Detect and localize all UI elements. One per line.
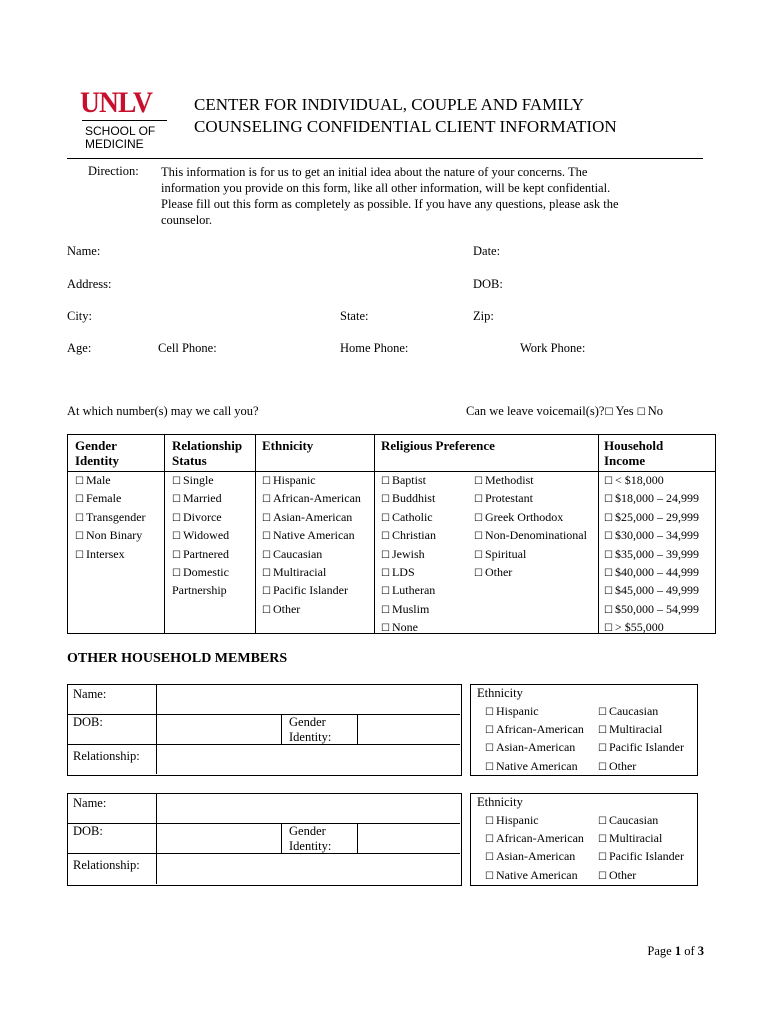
relationship-option-continued: Partnership <box>172 583 227 598</box>
religion-option[interactable]: ☐ None <box>381 619 436 637</box>
member2-relationship-input[interactable] <box>157 854 460 884</box>
income-option[interactable]: ☐ $45,000 – 49,999 <box>604 582 699 600</box>
gender-label-line1: Gender <box>289 715 326 729</box>
member1-relationship-label: Relationship: <box>73 749 140 763</box>
relationship-option[interactable]: ☐ Partnered <box>172 546 229 564</box>
logo-subtitle <box>85 125 175 151</box>
religion-option[interactable]: ☐ Greek Orthodox <box>474 509 587 527</box>
ethnicity-option[interactable]: ☐ Hispanic <box>262 472 361 490</box>
title-line1: CENTER FOR INDIVIDUAL, COUPLE AND FAMILY <box>194 95 584 114</box>
ethnicity-option[interactable]: ☐ Multiracial <box>262 564 361 582</box>
member2-ethnicity-col2 <box>598 812 684 885</box>
member1-ethnicity-option[interactable]: ☐ Hispanic <box>485 703 584 721</box>
no-checkbox[interactable] <box>637 404 648 418</box>
religion-option[interactable]: ☐ Protestant <box>474 490 587 508</box>
gender-header-line2: Identity <box>75 453 120 468</box>
direction-line: counselor. <box>161 213 213 227</box>
member2-gender-label <box>289 824 331 854</box>
member1-ethnicity-option[interactable]: ☐ Pacific Islander <box>598 739 684 757</box>
income-options <box>604 472 699 638</box>
column-divider <box>164 435 165 633</box>
member2-dob-input[interactable] <box>157 824 282 854</box>
relationship-options <box>172 472 229 599</box>
direction-line: This information is for us to get an initial idea about the nature of your concerns. The <box>161 165 588 179</box>
religion-header-line1: Religious Preference <box>381 438 495 453</box>
ethnicity-option[interactable]: ☐ Pacific Islander <box>262 582 361 600</box>
yes-checkbox[interactable] <box>604 404 615 418</box>
income-header-line1: Household <box>604 438 664 453</box>
religion-option[interactable]: ☐ Baptist <box>381 472 436 490</box>
call-number-question: At which number(s) may we call you? <box>67 404 259 418</box>
member1-ethnicity-option[interactable]: ☐ Multiracial <box>598 721 684 739</box>
member1-dob-label: DOB: <box>73 715 103 729</box>
voicemail-text: Can we leave voicemail(s)? <box>466 404 605 418</box>
logo-sub-line1: SCHOOL OF <box>85 124 156 138</box>
page-prefix: Page <box>647 944 675 958</box>
gender-option[interactable]: ☐ Female <box>75 490 146 508</box>
religion-option[interactable]: ☐ Jewish <box>381 546 436 564</box>
direction-label: Direction: <box>88 164 139 178</box>
religion-option[interactable]: ☐ Buddhist <box>381 490 436 508</box>
religion-option[interactable]: ☐ Muslim <box>381 601 436 619</box>
member1-ethnicity-option[interactable]: ☐ Other <box>598 758 684 776</box>
date-label: Date: <box>473 244 501 258</box>
member1-gender-input[interactable] <box>358 715 460 745</box>
gender-options <box>75 472 146 564</box>
religion-option[interactable]: ☐ Methodist <box>474 472 587 490</box>
member2-ethnicity-option[interactable]: ☐ Asian-American <box>485 848 584 866</box>
no-label: No <box>647 404 664 418</box>
direction-text <box>161 164 701 228</box>
gender-option[interactable]: ☐ Male <box>75 472 146 490</box>
religion-option[interactable]: ☐ Other <box>474 564 587 582</box>
religion-option[interactable]: ☐ Catholic <box>381 509 436 527</box>
direction-line: Please fill out this form as completely as possible. If you have any questions, please ask the <box>161 197 619 211</box>
member2-ethnicity-box <box>470 793 698 886</box>
column-divider <box>255 435 256 633</box>
income-option[interactable]: ☐ $18,000 – 24,999 <box>604 490 699 508</box>
member1-ethnicity-option[interactable]: ☐ Asian-American <box>485 739 584 757</box>
member1-name-label: Name: <box>73 687 107 701</box>
income-option[interactable]: ☐ $35,000 – 39,999 <box>604 546 699 564</box>
relationship-option[interactable]: ☐ Married <box>172 490 229 508</box>
gender-header-line1: Gender <box>75 438 117 453</box>
member1-dob-label-cell <box>68 715 157 745</box>
address-label: Address: <box>67 277 112 291</box>
religion-option[interactable]: ☐ Lutheran <box>381 582 436 600</box>
ethnicity-option[interactable]: ☐ Native American <box>262 527 361 545</box>
member1-relationship-input[interactable] <box>157 745 460 774</box>
relationship-header <box>172 438 242 468</box>
logo-sub-line2: MEDICINE <box>85 137 144 151</box>
ethnicity-option[interactable]: ☐ Asian-American <box>262 509 361 527</box>
member2-ethnicity-option[interactable]: ☐ Hispanic <box>485 812 584 830</box>
voicemail-question <box>466 404 663 419</box>
member2-ethnicity-option[interactable]: ☐ Pacific Islander <box>598 848 684 866</box>
member1-ethnicity-title: Ethnicity <box>477 686 523 700</box>
direction-line: information you provide on this form, like all other information, will be kept confidential. <box>161 181 611 195</box>
member2-dob-label: DOB: <box>73 824 103 838</box>
member2-ethnicity-option[interactable]: ☐ Caucasian <box>598 812 684 830</box>
page-current: 1 <box>674 944 682 958</box>
column-divider <box>598 435 599 633</box>
member1-gender-label-cell <box>282 715 358 745</box>
member2-ethnicity-option[interactable]: ☐ Native American <box>485 867 584 885</box>
member2-gender-label-cell <box>282 824 358 854</box>
member2-info-box <box>67 793 462 886</box>
member2-ethnicity-option[interactable]: ☐ Other <box>598 867 684 885</box>
demographics-table <box>67 434 716 634</box>
member1-ethnicity-col2 <box>598 703 684 776</box>
member2-name-label-cell <box>68 794 157 824</box>
zip-label: Zip: <box>473 309 494 323</box>
form-title <box>194 94 714 138</box>
gender-label-line2: Identity: <box>289 839 332 853</box>
relationship-option[interactable]: ☐ Divorce <box>172 509 229 527</box>
cell-phone-label: Cell Phone: <box>158 341 217 355</box>
member1-dob-input[interactable] <box>157 715 282 745</box>
yes-label: Yes <box>615 404 634 418</box>
page-total: 3 <box>697 944 704 958</box>
income-option[interactable]: ☐ < $18,000 <box>604 472 699 490</box>
religion-options-col1 <box>381 472 436 638</box>
religion-option[interactable]: ☐ LDS <box>381 564 436 582</box>
ethnicity-option[interactable]: ☐ Caucasian <box>262 546 361 564</box>
religion-option[interactable]: ☐ Non-Denominational <box>474 527 587 545</box>
title-line2: COUNSELING CONFIDENTIAL CLIENT INFORMATION <box>194 117 617 136</box>
page-of: of <box>681 944 698 958</box>
member2-relationship-label: Relationship: <box>73 858 140 872</box>
gender-label-line1: Gender <box>289 824 326 838</box>
income-option[interactable]: ☐ $25,000 – 29,999 <box>604 509 699 527</box>
header-divider <box>67 158 703 159</box>
income-header-line2: Income <box>604 453 646 468</box>
gender-option[interactable]: ☐ Intersex <box>75 546 146 564</box>
member2-name-input[interactable] <box>157 794 460 824</box>
ethnicity-header <box>262 438 313 453</box>
relationship-header-line2: Status <box>172 453 207 468</box>
income-option[interactable]: ☐ $30,000 – 34,999 <box>604 527 699 545</box>
income-option[interactable]: ☐ > $55,000 <box>604 619 699 637</box>
member1-gender-label <box>289 715 331 745</box>
age-label: Age: <box>67 341 92 355</box>
religion-option[interactable]: ☐ Spiritual <box>474 546 587 564</box>
relationship-header-line1: Relationship <box>172 438 243 453</box>
member2-ethnicity-title: Ethnicity <box>477 795 523 809</box>
member2-gender-input[interactable] <box>358 824 460 854</box>
religion-option[interactable]: ☐ Christian <box>381 527 436 545</box>
ethnicity-header-line1: Ethnicity <box>262 438 314 453</box>
member1-name-input[interactable] <box>157 685 460 715</box>
household-section-title: OTHER HOUSEHOLD MEMBERS <box>67 651 288 666</box>
religion-options-col2 <box>474 472 587 582</box>
member2-relationship-label-cell <box>68 854 157 884</box>
gender-option[interactable]: ☐ Transgender <box>75 509 146 527</box>
page-number <box>647 944 704 959</box>
ethnicity-option[interactable]: ☐ Other <box>262 601 361 619</box>
state-label: State: <box>340 309 369 323</box>
member1-ethnicity-option[interactable]: ☐ Native American <box>485 758 584 776</box>
column-divider <box>374 435 375 633</box>
member2-name-label: Name: <box>73 796 107 810</box>
income-header <box>604 438 663 468</box>
member2-ethnicity-option[interactable]: ☐ African-American <box>485 830 584 848</box>
gender-label-line2: Identity: <box>289 730 332 744</box>
member2-ethnicity-option[interactable]: ☐ Multiracial <box>598 830 684 848</box>
member1-name-label-cell <box>68 685 157 715</box>
dob-label: DOB: <box>473 277 503 291</box>
member1-ethnicity-box <box>470 684 698 776</box>
religion-header <box>381 438 495 453</box>
city-label: City: <box>67 309 93 323</box>
gender-option[interactable]: ☐ Non Binary <box>75 527 146 545</box>
relationship-option[interactable]: ☐ Single <box>172 472 229 490</box>
member1-ethnicity-option[interactable]: ☐ Caucasian <box>598 703 684 721</box>
relationship-option[interactable]: ☐ Domestic <box>172 564 229 582</box>
name-label: Name: <box>67 244 101 258</box>
ethnicity-options <box>262 472 361 619</box>
gender-header <box>75 438 119 468</box>
member2-dob-label-cell <box>68 824 157 854</box>
unlv-logo: UNLV <box>80 86 153 119</box>
member1-info-box <box>67 684 462 776</box>
relationship-option[interactable]: ☐ Widowed <box>172 527 229 545</box>
home-phone-label: Home Phone: <box>340 341 409 355</box>
ethnicity-option[interactable]: ☐ African-American <box>262 490 361 508</box>
income-option[interactable]: ☐ $40,000 – 44,999 <box>604 564 699 582</box>
member1-relationship-label-cell <box>68 745 157 774</box>
income-option[interactable]: ☐ $50,000 – 54,999 <box>604 601 699 619</box>
member2-ethnicity-col1 <box>485 812 584 885</box>
work-phone-label: Work Phone: <box>520 341 586 355</box>
member1-ethnicity-col1 <box>485 703 584 776</box>
member1-ethnicity-option[interactable]: ☐ African-American <box>485 721 584 739</box>
logo-rule <box>82 120 167 121</box>
